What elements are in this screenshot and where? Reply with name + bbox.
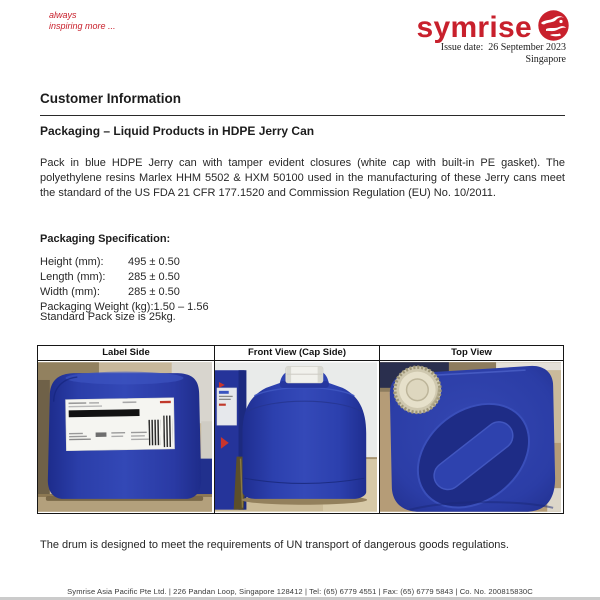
spec-label: Height (mm): (40, 256, 104, 268)
photo-table (37, 345, 564, 514)
symrise-wordmark: symrise (416, 11, 532, 44)
spec-heading: Packaging Specification: (40, 233, 171, 245)
photo-label-side (38, 361, 212, 513)
footer-company-line: Symrise Asia Pacific Pte Ltd. | 226 Pandan Loop, Singapore 128412 | Tel: (65) 6779 4551 | Fax: (65) 6779 5843 | Co. No. 200815830C (67, 587, 533, 596)
issue-location: Singapore (525, 53, 566, 65)
spec-value: 285 ± 0.50 (128, 271, 180, 283)
photo-cell-front-view (215, 361, 380, 514)
spec-row-height (40, 255, 209, 270)
issue-date-block (441, 42, 566, 65)
spec-label: Length (mm): (40, 271, 106, 283)
tagline-line1: always (49, 10, 77, 20)
tagline-line2: inspiring more ... (49, 20, 116, 31)
photo-header-label-side: Label Side (38, 346, 215, 361)
issue-date-value: 26 September 2023 (488, 42, 566, 53)
issue-date-label: Issue date: (440, 42, 489, 53)
spec-value: 1.50 – 1.56 (153, 301, 209, 313)
spec-label: Packaging Weight (kg): (40, 301, 154, 313)
photo-header-front-view: Front View (Cap Side) (215, 346, 380, 361)
pack-size-note: Standard Pack size is 25kg. (40, 311, 176, 323)
photo-cell-top-view (380, 361, 564, 514)
brand-tagline (49, 10, 116, 31)
page-title: Customer Information (40, 91, 565, 116)
spec-row-length (40, 270, 209, 285)
spec-label: Width (mm): (40, 286, 100, 298)
photo-header-top-view: Top View (380, 346, 564, 361)
closing-paragraph: The drum is designed to meet the requirements of UN transport of dangerous goods regulations. (40, 539, 509, 551)
spec-row-width (40, 285, 209, 300)
photo-top-view (380, 361, 561, 513)
photo-front-view-cap-side (215, 361, 377, 513)
photo-cell-label-side (38, 361, 215, 514)
spec-value: 285 ± 0.50 (128, 286, 180, 298)
issue-date-line (441, 42, 566, 54)
spec-list (40, 255, 209, 315)
spec-value: 495 ± 0.50 (128, 256, 180, 268)
document-subtitle: Packaging – Liquid Products in HDPE Jerry Can (40, 124, 315, 138)
intro-paragraph: Pack in blue HDPE Jerry can with tamper evident closures (white cap with built-in PE gasket). The polyethylene resins Marlex HHM 5502 & HXM 50100 used in the manufacturing of these Jerry cans meet the standard of the US FDA 21 CFR 177.1520 and Commission Regulation (EU) No. 10/2011. (40, 157, 565, 199)
